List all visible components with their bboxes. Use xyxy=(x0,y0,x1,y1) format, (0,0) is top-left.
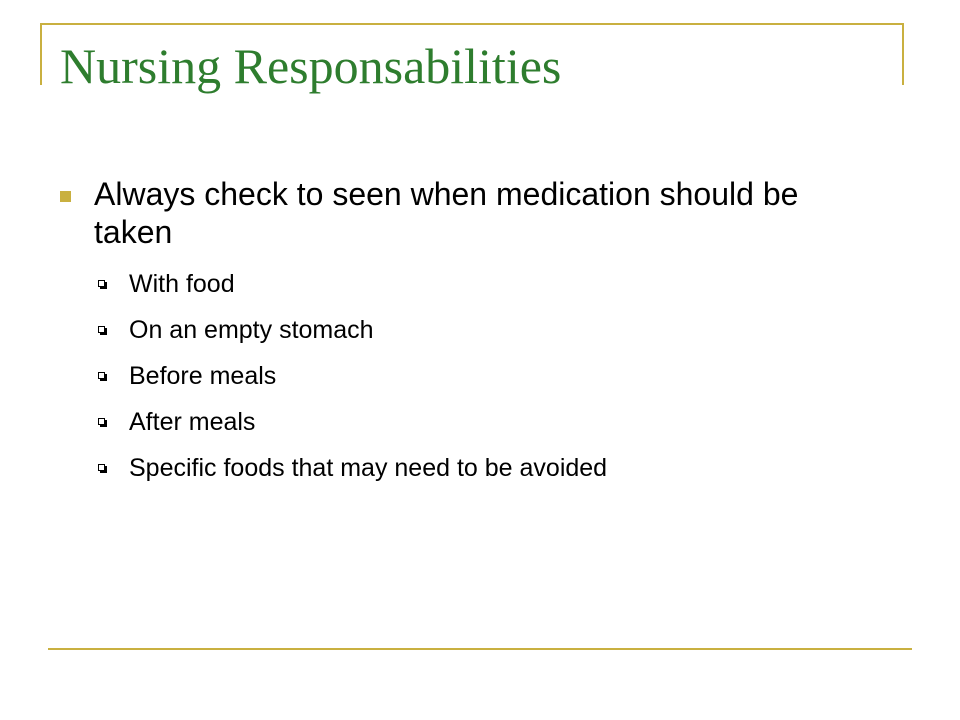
sub-bullet-text: On an empty stomach xyxy=(129,316,374,344)
sub-bullet-text: Specific foods that may need to be avoided xyxy=(129,454,608,482)
box-bullet-icon xyxy=(98,418,105,425)
square-bullet-icon xyxy=(60,191,71,202)
right-accent-rule xyxy=(902,23,904,85)
slide-body xyxy=(60,175,840,491)
box-bullet-icon xyxy=(98,326,105,333)
bottom-accent-rule xyxy=(48,648,912,650)
top-accent-rule xyxy=(40,23,904,25)
sub-bullet-item xyxy=(60,353,840,399)
sub-bullet-text: After meals xyxy=(129,408,256,436)
sub-bullet-item xyxy=(60,445,840,491)
sub-bullet-item xyxy=(60,307,840,353)
main-bullet-text: Always check to seen when medication should be taken xyxy=(94,176,799,250)
main-bullet xyxy=(60,175,840,251)
box-bullet-icon xyxy=(98,464,105,471)
sub-bullet-list xyxy=(60,261,840,491)
slide-title: Nursing Responsabilities xyxy=(60,38,562,94)
left-accent-rule xyxy=(40,23,42,85)
sub-bullet-item xyxy=(60,261,840,307)
sub-bullet-item xyxy=(60,399,840,445)
sub-bullet-text: With food xyxy=(129,270,235,298)
box-bullet-icon xyxy=(98,280,105,287)
sub-bullet-text: Before meals xyxy=(129,362,277,390)
box-bullet-icon xyxy=(98,372,105,379)
